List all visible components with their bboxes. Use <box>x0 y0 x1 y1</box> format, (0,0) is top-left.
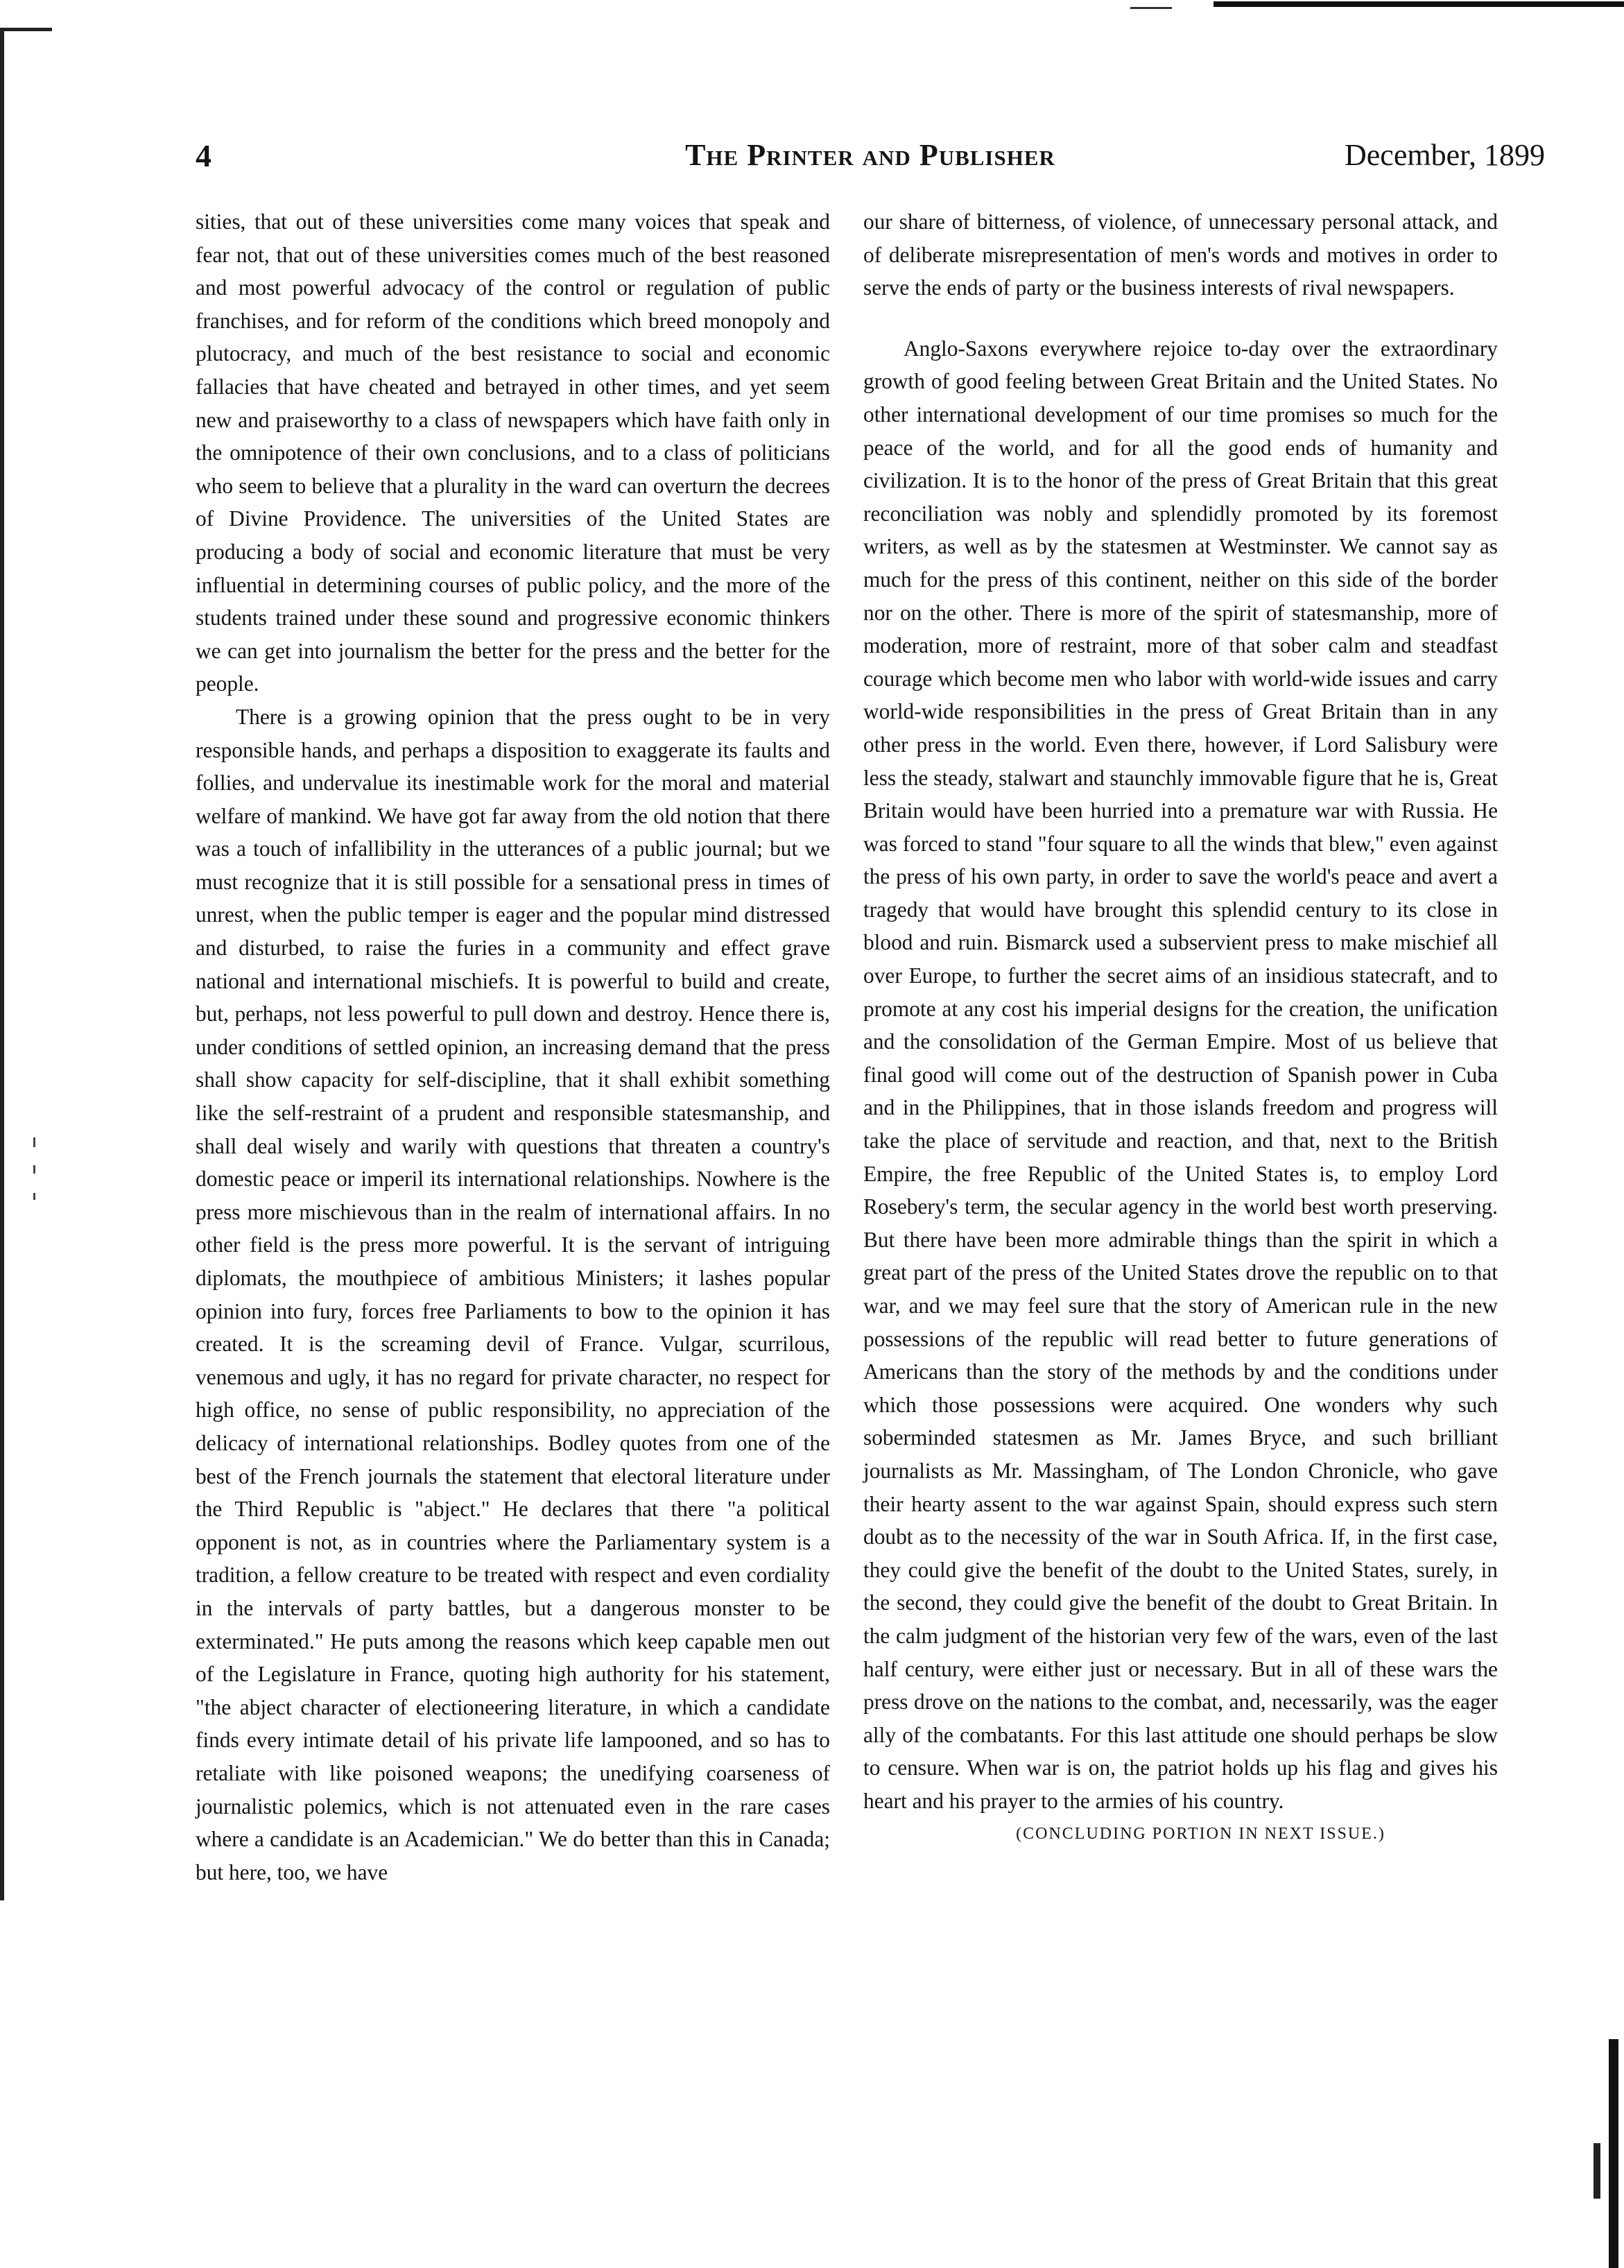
continuation-note: (CONCLUDING PORTION IN NEXT ISSUE.) <box>1016 1824 1385 1843</box>
scan-artifact-dash <box>1130 7 1172 9</box>
scan-artifact-left-hook <box>0 28 52 31</box>
scan-artifact-speck <box>33 1193 35 1200</box>
scan-artifact-right-bar <box>1609 2039 1618 2268</box>
paragraph: There is a growing opinion that the press ought to be in very responsible hands, and perhaps a disposition to exaggerate its faults and follies, and undervalue its inestimable work for the moral and material welfare of mankind. We have got far away from the old notion that there was a touch of infallibility in the utterances of a public journal; but we must recognize that it is still possible for a sensational press in times of unrest, when the public temper is eager and the popular mind distressed and disturbed, to raise the furies in a community and effect grave national and international mischiefs. It is powerful to build and create, but, perhaps, not less powerful to pull down and destroy. Hence there is, under conditions of settled opinion, an increasing demand that the press shall show capacity for self-discipline, that it shall exhibit something like the self-restraint of a prudent and responsible statesmanship, and shall deal wisely and warily with questions that threaten a country's domestic peace or imperil its international relationships. Nowhere is the press more mischievous than in the realm of international affairs. In no other field is the press more powerful. It is the servant of intriguing diplomats, the mouthpiece of ambitious Ministers; it lashes popular opinion into fury, forces free Parliaments to bow to the opinion it has created. It is the screaming devil of France. Vulgar, scurrilous, venemous and ugly, it has no regard for private character, no respect for high office, no sense of public responsibility, no appreciation of the delicacy of international relationships. Bodley quotes from one of the best of the French journals the statement that electoral literature under the Third Republic is "abject." He declares that there "a political opponent is not, as in countries where the Parliamentary system is a tradition, a fellow creature to be treated with respect and even cordiality in the intervals of party battles, but a dangerous monster to be exterminated." He puts among the reasons which keep capable men out of the Legislature in France, quoting high authority for his statement, "the abject character of electioneering literature, in which a candidate finds every intimate detail of his private life lampooned, and so has to retaliate with like poisoned weapons; the unedifying coarseness of journalistic polemics, which is not attenuated even in the rare cases where a candidate is an Academician." We do better than this in Canada; but here, too, we have <box>196 704 830 1884</box>
right-column <box>863 205 1498 1850</box>
paragraph: Anglo-Saxons everywhere rejoice to-day over the extraordinary growth of good feeling between Great Britain and the United States. No other international development of our time promises so much for the peace of the world, and for all the good ends of humanity and civilization. It is to the honor of the press of Great Britain that this great reconciliation was nobly and splendidly promoted by its foremost writers, as well as by the statesmen at Westminster. We cannot say as much for the press of this continent, neither on this side of the border nor on the other. There is more of the spirit of statesmanship, more of moderation, more of restraint, more of that sober calm and steadfast courage which become men who labor with world-wide issues and carry world-wide responsibilities in the press of Great Britain than in any other press in the world. Even there, however, if Lord Salisbury were less the steady, stalwart and staunchly immovable figure that he is, Great Britain would have been hurried into a premature war with Russia. He was forced to stand "four square to all the winds that blew," even against the press of his own party, in order to save the world's peace and avert a tragedy that would have brought this splendid century to its close in blood and ruin. Bismarck used a subservient press to make mischief all over Europe, to further the secret aims of an insidious statecraft, and to promote at any cost his imperial designs for the creation, the unification and the consolidation of the German Empire. Most of us believe that final good will come out of the destruction of Spanish power in Cuba and in the Philippines, that in those islands freedom and progress will take the place of servitude and reaction, and that, next to the British Empire, the free Republic of the United States is, to employ Lord Rosebery's term, the secular agency in the world best worth preserving. But there have been more admirable things than the spirit in which a great part of the press of the United States drove the republic on to that war, and we may feel sure that the story of American rule in the new possessions of the republic will read better to future generations of Americans than the story of the methods by and the conditions under which those possessions were acquired. One wonders why such soberminded statesmen as Mr. James Bryce, and such brilliant journalists as Mr. Massingham, of The London Chronicle, who gave their hearty assent to the war against Spain, should express such stern doubt as to the necessity of the war in South Africa. If, in the first case, they could give the benefit of the doubt to the United States, surely, in the second, they could give the benefit of the doubt to Great Britain. In the calm judgment of the historian very few of the wars, even of the last half century, were either just or necessary. But in all of these wars the press drove on the nations to the combat, and, necessarily, was the eager ally of the combatants. For this last attitude one should perhaps be slow to censure. When war is on, the patriot holds up his flag and gives his heart and his prayer to the armies of his country. <box>863 336 1498 1813</box>
paragraph: sities, that out of these universities come many voices that speak and fear not, that out of these universities comes much of the best reasoned and most powerful advocacy of the control or regulation of public franchises, and for reform of the conditions which breed monopoly and plutocracy, and much of the best resistance to social and economic fallacies that have cheated and betrayed in other times, and yet seem new and praiseworthy to a class of newspapers which have faith only in the omnipotence of their own conclusions, and to a class of politicians who seem to believe that a plurality in the ward can overturn the decrees of Divine Providence. The universities of the United States are producing a body of social and economic literature that must be very influential in determining courses of public policy, and the more of the students trained under these sound and progressive economic thinkers we can get into journalism the better for the press and the better for the people. <box>196 209 830 696</box>
page-header <box>196 137 1545 186</box>
page-number: 4 <box>196 138 211 173</box>
scan-artifact-right-mark <box>1593 2143 1600 2199</box>
scan-artifact-speck <box>33 1137 35 1147</box>
left-column <box>196 205 830 1889</box>
scan-artifact-top-rule <box>1213 1 1624 7</box>
scan-artifact-speck <box>33 1165 35 1174</box>
journal-title: The Printer and Publisher <box>685 138 1055 172</box>
scan-artifact-left-edge <box>0 28 4 1900</box>
issue-date: December, 1899 <box>1344 138 1545 172</box>
paragraph: our share of bitterness, of violence, of unnecessary personal attack, and of deliberate misrepresentation of men's words and motives in order to serve the ends of party or the business interests of rival newspapers. <box>863 209 1498 300</box>
